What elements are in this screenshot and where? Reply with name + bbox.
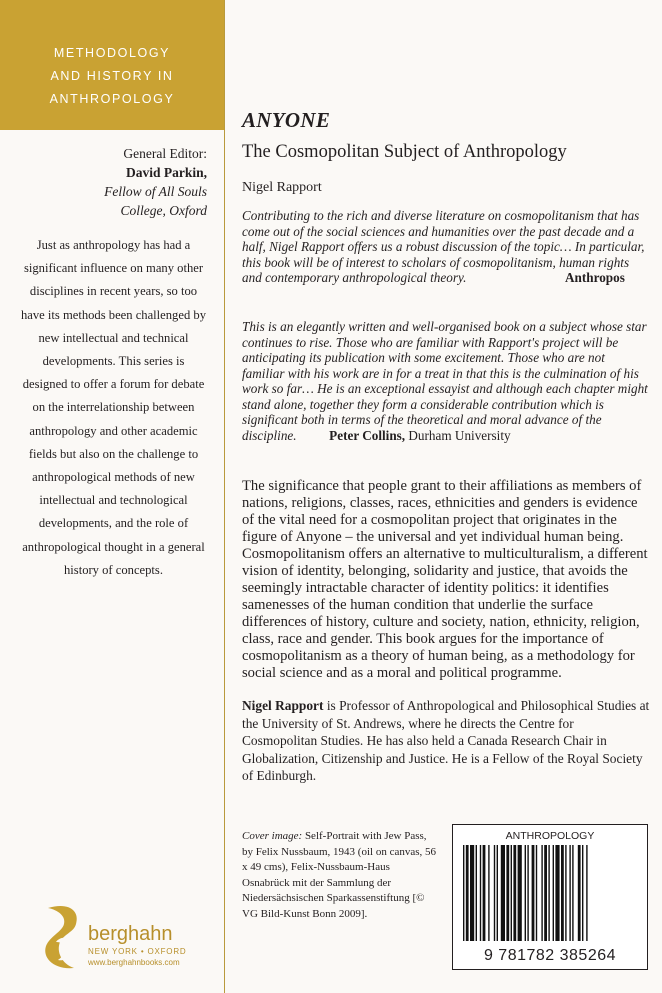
review-source: Anthropos <box>565 270 625 285</box>
editor-name: David Parkin, <box>125 165 207 180</box>
series-title-line: AND HISTORY IN <box>50 69 174 83</box>
cover-credit-label: Cover image: <box>242 830 303 842</box>
bio-text: is Professor of Anthropological and Philosophical Studies at the University of St. Andrews, where he directs the Centre for Cosmopolitan Studies. He has also held a Canada Research Chair in Globalization, Citizenship and Justice. He is a Fellow of the Royal Society of Edinburgh. <box>242 698 650 783</box>
series-blurb: Just as anthropology has had a significant influence on many other disciplines in recent years, so too have its methods been challenged by new intellectual and technical developments. This series is designed to offer a forum for debate on the interrelationship between anthropology and other academic fields but also on the challenge to anthropological methods of new intellectual and technological developments, and the role of anthropological thought in a general history of concepts. <box>20 238 206 577</box>
book-description: The significance that people grant to their affiliations as members of nations, religions, classes, races, ethnicities and genders is evidence of the vital need for a cosmopolitan project that originates in the figure of Anyone – the universal and yet individual human being. Cosmopolitanism offers an alternative to multiculturalism, a different vision of identity, belonging, solidarity and justice, that avoids the seemingly intractable character of identity politics: it identifies samenesses of the human condition that underlie the surface differences of history, culture and society, nation, ethnicity, religion, class, race and gender. This book argues for the importance of cosmopolitanism as a theory of human being, as a methodology for social science and as a moral and political programme. <box>242 478 648 681</box>
book-subtitle: The Cosmopolitan Subject of Anthropology <box>242 142 567 162</box>
series-info <box>14 144 207 582</box>
cover-credit <box>242 829 438 922</box>
series-editor <box>14 144 207 220</box>
publisher-locations: NEW YORK • OXFORD <box>88 947 187 956</box>
editor-affiliation: Fellow of All Souls <box>104 184 207 199</box>
book-title: ANYONE <box>242 108 331 132</box>
book-author: Nigel Rapport <box>242 180 322 195</box>
series-title <box>0 42 224 111</box>
editor-affiliation: College, Oxford <box>120 203 207 218</box>
author-bio <box>242 697 650 785</box>
editor-label: General Editor: <box>123 146 207 161</box>
barcode-icon <box>461 845 639 941</box>
review-text: Contributing to the rich and diverse literature on cosmopolitanism that has come out of the social sciences and humanities over the past decade and a half, Nigel Rapport offers us a robust discussion of the topic… In particular, this book will be of interest to scholars of cosmopolitanism, human rights and contemporary anthropological theory. <box>242 208 645 285</box>
barcode-category: ANTHROPOLOGY <box>505 830 595 842</box>
column-divider <box>224 0 225 993</box>
cover-credit-text: Self-Portrait with Jew Pass, by Felix Nussbaum, 1943 (oil on canvas, 56 x 49 cms), Felix-Nussbaum-Haus Osnabrück mit der Sammlung der Niedersächsischen Sparkassenstiftung [© VG Bild-Kunst Bonn 2009]. <box>242 830 437 920</box>
barcode-box <box>452 824 648 970</box>
publisher-url: www.berghahnbooks.com <box>88 958 180 967</box>
series-title-line: ANTHROPOLOGY <box>49 92 175 106</box>
review-source: Peter Collins, <box>329 427 406 443</box>
review-source-affiliation: Durham University <box>405 427 511 443</box>
publisher-name: berghahn <box>88 923 173 945</box>
bio-author-name: Nigel Rapport <box>242 698 324 713</box>
series-title-line: METHODOLOGY <box>53 46 171 60</box>
isbn: 9 781782 385264 <box>483 947 617 964</box>
review-quote <box>242 319 648 443</box>
review-text: This is an elegantly written and well-organised book on a subject whose star continues to rise. Those who are familiar with Rapport's project will be anticipating its publication with some excitement. Those who are not familiar with his work are in for a treat in that this is the culmination of his work so far… He is an exceptional essayist and although each chapter might stand alone, together they form a considerable contribution which is significant both in terms of the theoretical and moral advance of the discipline. <box>242 319 648 443</box>
review-quote <box>242 208 648 286</box>
